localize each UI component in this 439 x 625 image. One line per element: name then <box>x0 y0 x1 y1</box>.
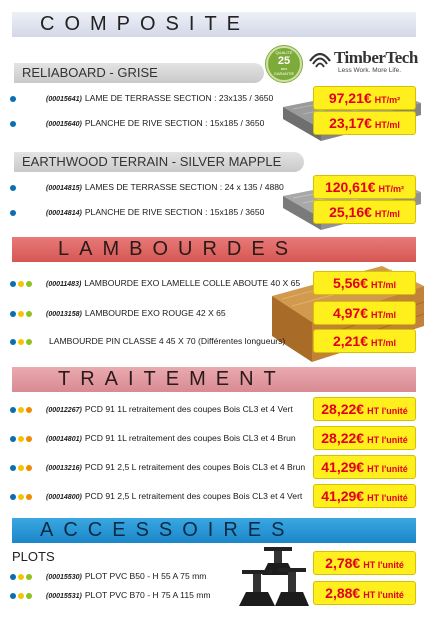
price-amount: 41,29€ <box>321 488 365 504</box>
group-title-plots: PLOTS <box>12 549 55 564</box>
product-label: PLANCHE DE RIVE SECTION : 15x185 / 3650 <box>84 207 265 217</box>
price-unit: HT/ml <box>374 209 400 219</box>
list-item <box>10 568 206 584</box>
list-item <box>10 90 273 106</box>
yellow-dot-icon <box>18 574 24 580</box>
price-tag <box>313 301 416 325</box>
price-tag <box>313 86 416 110</box>
price-unit: HT l'unité <box>367 435 408 445</box>
blue-dot-icon <box>10 121 16 127</box>
blue-dot-icon <box>10 407 16 413</box>
price-unit: HT l'unité <box>363 560 404 570</box>
group-header-earthwood <box>14 152 304 172</box>
list-item <box>10 459 305 475</box>
price-tag <box>313 200 416 224</box>
product-label: PCD 91 1L retraitement des coupes Bois CL3 et 4 Vert <box>84 404 293 414</box>
orange-dot-icon <box>26 436 32 442</box>
brand-logo <box>308 46 420 78</box>
badge-top: QUALITÉ <box>275 50 293 55</box>
yellow-dot-icon <box>18 436 24 442</box>
green-dot-icon <box>26 593 32 599</box>
price-amount: 28,22€ <box>321 401 365 417</box>
price-tag <box>313 175 416 199</box>
blue-dot-icon <box>10 574 16 580</box>
yellow-dot-icon <box>18 281 24 287</box>
blue-dot-icon <box>10 339 16 345</box>
product-code: (00014814) <box>46 210 82 217</box>
blue-dot-icon <box>10 465 16 471</box>
orange-dot-icon <box>26 494 32 500</box>
product-code: (00015531) <box>46 593 82 600</box>
product-code: (00013158) <box>46 311 82 318</box>
product-label: PLANCHE DE RIVE SECTION : 15x185 / 3650 <box>84 118 265 128</box>
list-item <box>10 430 296 446</box>
price-amount: 2,88€ <box>325 585 361 601</box>
blue-dot-icon <box>10 311 16 317</box>
blue-dot-icon <box>10 593 16 599</box>
product-label: PCD 91 2,5 L retraitement des coupes Bois CL3 et 4 Brun <box>84 462 306 472</box>
product-label: PLOT PVC B50 - H 55 A 75 mm <box>84 571 207 581</box>
blue-dot-icon <box>10 494 16 500</box>
price-unit: HT/ml <box>371 338 397 348</box>
list-item <box>10 587 211 603</box>
price-unit: HT/ml <box>371 280 397 290</box>
price-unit: HT/m² <box>378 184 405 194</box>
price-amount: 97,21€ <box>328 90 372 106</box>
price-tag <box>313 111 416 135</box>
blue-dot-icon <box>10 281 16 287</box>
price-unit: HT l'unité <box>367 493 408 503</box>
product-code: (00015530) <box>46 574 82 581</box>
brand-tagline: Less Work. More Life. <box>338 67 402 74</box>
product-code: (00015640) <box>46 121 82 128</box>
brand-mark-icon <box>308 49 332 71</box>
green-dot-icon <box>26 574 32 580</box>
product-label: LAMBOURDE PIN CLASSE 4 45 X 70 (Différentes longueurs) <box>49 336 286 346</box>
product-code: (00014800) <box>46 494 82 501</box>
price-amount: 2,21€ <box>332 333 369 349</box>
yellow-dot-icon <box>18 311 24 317</box>
price-amount: 2,78€ <box>325 555 361 571</box>
group-title: RELIABOARD - GRISE <box>22 65 158 80</box>
badge-number: 25 <box>277 55 291 67</box>
blue-dot-icon <box>10 96 16 102</box>
section-title: TRAITEMENT <box>58 368 286 390</box>
badge-unit: ans <box>280 66 288 71</box>
orange-dot-icon <box>26 407 32 413</box>
green-dot-icon <box>26 339 32 345</box>
price-unit: HT l'unité <box>363 590 404 600</box>
product-code: (00011483) <box>46 281 82 288</box>
list-item <box>10 179 284 195</box>
price-tag <box>313 455 416 479</box>
price-tag <box>313 551 416 575</box>
product-code: (00014801) <box>46 436 82 443</box>
yellow-dot-icon <box>18 465 24 471</box>
price-tag <box>313 329 416 353</box>
section-title: COMPOSITE <box>40 13 251 35</box>
product-label: PLOT PVC B70 - H 75 A 115 mm <box>84 590 211 600</box>
price-amount: 41,29€ <box>321 459 365 475</box>
group-header-reliaboard <box>14 63 264 83</box>
price-tag <box>313 484 416 508</box>
price-unit: HT/ml <box>374 120 400 130</box>
price-unit: HT l'unité <box>367 464 408 474</box>
list-item <box>10 204 264 220</box>
blue-dot-icon <box>10 210 16 216</box>
product-label: LAME DE TERRASSE SECTION : 23x135 / 3650 <box>84 93 274 103</box>
section-header-traitement <box>12 367 416 392</box>
list-item <box>10 305 226 321</box>
yellow-dot-icon <box>18 494 24 500</box>
yellow-dot-icon <box>18 339 24 345</box>
product-label: PCD 91 1L retraitement des coupes Bois CL3 et 4 Brun <box>84 433 296 443</box>
orange-dot-icon <box>26 465 32 471</box>
section-header-lambourdes <box>12 237 416 262</box>
price-unit: HT l'unité <box>367 406 408 416</box>
product-code: (00012267) <box>46 407 82 414</box>
price-amount: 25,16€ <box>329 204 372 220</box>
product-code: (00014815) <box>46 185 82 192</box>
price-tag <box>313 581 416 605</box>
price-amount: 120,61€ <box>324 179 376 195</box>
green-dot-icon <box>26 311 32 317</box>
product-code: (00013216) <box>46 465 82 472</box>
green-dot-icon <box>26 281 32 287</box>
product-label: LAMBOURDE EXO ROUGE 42 X 65 <box>84 308 226 318</box>
blue-dot-icon <box>10 436 16 442</box>
price-tag <box>313 397 416 421</box>
blue-dot-icon <box>10 185 16 191</box>
section-title: ACCESSOIRES <box>40 519 295 541</box>
price-tag <box>313 271 416 295</box>
product-label: LAMBOURDE EXO LAMELLE COLLE ABOUTE 40 X 65 <box>84 278 301 288</box>
price-unit: HT/ml <box>371 310 397 320</box>
yellow-dot-icon <box>18 407 24 413</box>
brand-name: TimberTech <box>334 48 418 67</box>
price-unit: HT/m² <box>374 95 401 105</box>
price-amount: 28,22€ <box>321 430 365 446</box>
section-title: LAMBOURDES <box>58 238 299 260</box>
product-label: LAMES DE TERRASSE SECTION : 24 x 135 / 4880 <box>84 182 284 192</box>
section-header-composite <box>12 12 416 37</box>
price-amount: 23,17€ <box>329 115 372 131</box>
list-item <box>10 488 302 504</box>
badge-bottom: GARANTIE <box>273 71 295 76</box>
product-code: (00015641) <box>46 96 82 103</box>
warranty-badge <box>266 46 302 82</box>
list-item <box>10 115 264 131</box>
pedestal-image <box>272 568 312 606</box>
list-item <box>10 275 300 291</box>
list-item <box>10 401 293 417</box>
section-header-accessoires <box>12 518 416 543</box>
yellow-dot-icon <box>18 593 24 599</box>
product-label: PCD 91 2,5 L retraitement des coupes Bois CL3 et 4 Vert <box>84 491 303 501</box>
list-item <box>10 333 285 349</box>
group-title: EARTHWOOD TERRAIN - SILVER MAPPLE <box>22 154 282 169</box>
price-amount: 5,56€ <box>332 275 369 291</box>
price-tag <box>313 426 416 450</box>
price-amount: 4,97€ <box>332 305 369 321</box>
